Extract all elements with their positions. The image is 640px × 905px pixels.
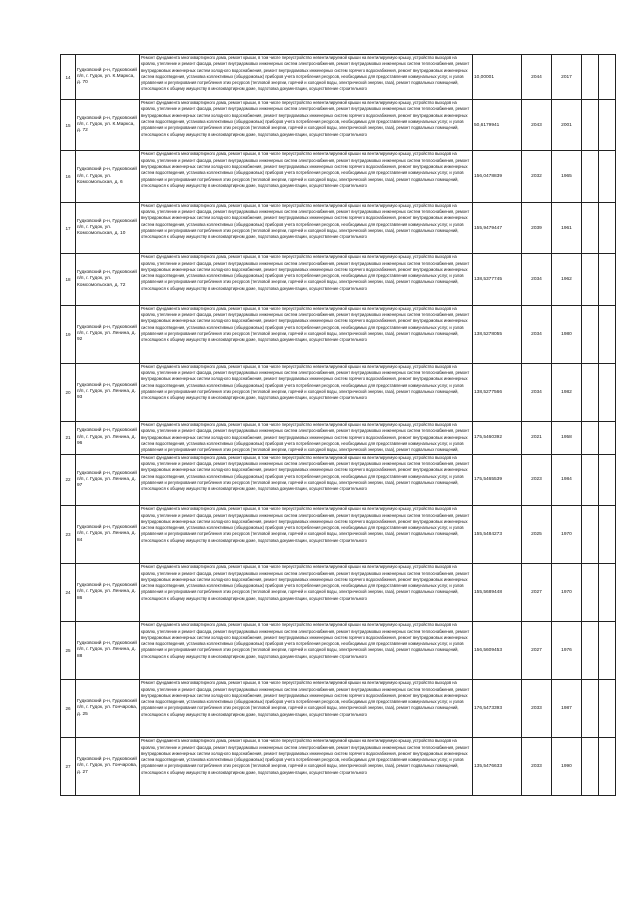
work-description-text: Ремонт фундамента многоквартирного дома, ремонт крыши, в том числе переустройство невентилируемой крыши на вентилируемую крышу, устройство выходов на кровлю, утепление и ремонт фасада, ремонт внутридомовых инженерных систем электроснабжения, ремонт внутридомовых инженерных систем теплоснабжения, ремонт внутридомовых инженерных систем холодного водоснабжения, ремонт внутридомовых инженерных систем горячего водоснабжения, ремонт внутридомовых инженерных систем водоотведения, установка коллективных (общедомовых) приборов учета потребления ресурсов, необходимых для предоставления коммунальных услуг, и узлов управления и регулирования потребления этих ресурсов (тепловой энергии, горячей и холодной воды, электрической энергии, газа), ремонт подвальных помещений, относящихся к общему имуществу в многоквартирном доме, подготовка документации, осуществление строительного bbox=[141, 151, 470, 188]
register-body bbox=[61, 55, 616, 796]
work-description-text: Ремонт фундамента многоквартирного дома, ремонт крыши, в том числе переустройство невентилируемой крыши на вентилируемую крышу, устройство выходов на кровлю, утепление и ремонт фасада, ремонт внутридомовых инженерных систем электроснабжения, ремонт внутридомовых инженерных систем теплоснабжения, ремонт внутридомовых инженерных систем холодного водоснабжения, ремонт внутридомовых инженерных систем горячего водоснабжения, ремонт внутридомовых инженерных систем водоотведения, установка коллективных (общедомовых) приборов учета потребления ресурсов, необходимых для предоставления коммунальных услуг, и узлов управления и регулирования потребления этих ресурсов (тепловой энергии, горячей и холодной воды, электрической энергии, газа), ремонт подвальных помещений, bbox=[141, 421, 470, 453]
empty-cell bbox=[582, 202, 599, 253]
empty-cell bbox=[582, 100, 599, 151]
address-cell: Гудковский р-н, Гудковский п/п, г. Гудок, ул. Ленина, д. 88 bbox=[76, 622, 140, 680]
cost-cell: 135,5476633 bbox=[473, 738, 522, 796]
cost-cell: 155,9479447 bbox=[473, 202, 522, 253]
year-built-cell: 1961 bbox=[552, 202, 582, 253]
empty-cell bbox=[599, 151, 616, 202]
year-built-cell: 1962 bbox=[552, 254, 582, 305]
year-built-cell: 1965 bbox=[552, 151, 582, 202]
table-row bbox=[61, 55, 616, 100]
empty-cell bbox=[599, 738, 616, 796]
cost-cell: 156,5609453 bbox=[473, 622, 522, 680]
year-planned-cell: 2034 bbox=[522, 254, 552, 305]
empty-cell bbox=[582, 363, 599, 421]
year-built-cell: 1990 bbox=[552, 738, 582, 796]
work-description-text: Ремонт фундамента многоквартирного дома, ремонт крыши, в том числе переустройство невентилируемой крыши на вентилируемую крышу, устройство выходов на кровлю, утепление и ремонт фасада, ремонт внутридомовых инженерных систем электроснабжения, ремонт внутридомовых инженерных систем теплоснабжения, ремонт внутридомовых инженерных систем холодного водоснабжения, ремонт внутридомовых инженерных систем горячего водоснабжения, ремонт внутридомовых инженерных систем водоотведения, установка коллективных (общедомовых) приборов учета потребления ресурсов, необходимых для предоставления коммунальных услуг, и узлов управления и регулирования потребления этих ресурсов (тепловой энергии, горячей и холодной воды, электрической энергии, газа), ремонт подвальных помещений, относящихся к общему имуществу в многоквартирном доме, подготовка документации, осуществление строительного bbox=[141, 564, 470, 601]
address-cell: Гудковский р-н, Гудковский п/п, г. Гудок, ул. Ленина, д. 84 bbox=[76, 506, 140, 564]
work-description-cell bbox=[140, 564, 473, 622]
empty-cell bbox=[582, 254, 599, 305]
address-cell: Гудковский р-н, Гудковский п/п, г. Гудок, ул. Ленина, д. 86 bbox=[76, 564, 140, 622]
empty-cell bbox=[599, 421, 616, 454]
year-planned-cell: 2023 bbox=[522, 454, 552, 505]
empty-cell bbox=[582, 564, 599, 622]
year-planned-cell: 2034 bbox=[522, 305, 552, 363]
empty-cell bbox=[582, 454, 599, 505]
empty-cell bbox=[582, 622, 599, 680]
empty-cell bbox=[582, 680, 599, 738]
empty-cell bbox=[599, 363, 616, 421]
row-number-cell: 19 bbox=[61, 305, 76, 363]
year-planned-cell: 2033 bbox=[522, 738, 552, 796]
work-description-text: Ремонт фундамента многоквартирного дома, ремонт крыши, в том числе переустройство невентилируемой крыши на вентилируемую крышу, устройство выходов на кровлю, утепление и ремонт фасада, ремонт внутридомовых инженерных систем электроснабжения, ремонт внутридомовых инженерных систем теплоснабжения, ремонт внутридомовых инженерных систем холодного водоснабжения, ремонт внутридомовых инженерных систем горячего водоснабжения, ремонт внутридомовых инженерных систем водоотведения, установка коллективных (общедомовых) приборов учета потребления ресурсов, необходимых для предоставления коммунальных услуг, и узлов управления и регулирования потребления этих ресурсов (тепловой энергии, горячей и холодной воды, электрической энергии, газа), ремонт подвальных помещений, относящихся к общему имуществу в многоквартирном доме, подготовка документации, осуществление строительного bbox=[141, 202, 470, 240]
year-built-cell: 1976 bbox=[552, 622, 582, 680]
address-cell: Гудковский р-н, Гудковский п/п, г. Гудок, ул. Ленина, д. 93 bbox=[76, 363, 140, 421]
table-row bbox=[61, 254, 616, 305]
address-cell: Гудковский р-н, Гудковский п/п, г. Гудок, ул. Ленина, д. 96 bbox=[76, 421, 140, 454]
year-built-cell: 1980 bbox=[552, 305, 582, 363]
cost-cell: 155,5484273 bbox=[473, 506, 522, 564]
empty-cell bbox=[599, 305, 616, 363]
empty-cell bbox=[599, 564, 616, 622]
row-number-cell: 15 bbox=[61, 100, 76, 151]
table-row bbox=[61, 622, 616, 680]
address-cell: Гудковский р-н, Гудковский п/п, г. Гудок, ул. Гончарова, д. 25 bbox=[76, 680, 140, 738]
row-number-cell: 20 bbox=[61, 363, 76, 421]
year-planned-cell: 2033 bbox=[522, 680, 552, 738]
work-description-cell bbox=[140, 55, 473, 100]
table-row bbox=[61, 202, 616, 253]
work-description-cell bbox=[140, 254, 473, 305]
address-cell: Гудковский р-н, Гудковский п/п, г. Гудок, ул. Гончарова, д. 27 bbox=[76, 738, 140, 796]
empty-cell bbox=[599, 506, 616, 564]
address-cell: Гудковский р-н, Гудковский п/п, г. Гудок, ул. К.Маркса, д. 70 bbox=[76, 55, 140, 100]
work-description-cell bbox=[140, 738, 473, 796]
row-number-cell: 21 bbox=[61, 421, 76, 454]
address-cell: Гудковский р-н, Гудковский п/п, г. Гудок, ул. Ленина, д. 97 bbox=[76, 454, 140, 505]
work-description-text: Ремонт фундамента многоквартирного дома, ремонт крыши, в том числе переустройство невентилируемой крыши на вентилируемую крышу, устройство выходов на кровлю, утепление и ремонт фасада, ремонт внутридомовых инженерных систем электроснабжения, ремонт внутридомовых инженерных систем теплоснабжения, ремонт внутридомовых инженерных систем холодного водоснабжения, ремонт внутридомовых инженерных систем горячего водоснабжения, ремонт внутридомовых инженерных систем водоотведения, установка коллективных (общедомовых) приборов учета потребления ресурсов, необходимых для предоставления коммунальных услуг, и узлов управления и регулирования потребления этих ресурсов (тепловой энергии, горячей и холодной воды, электрической энергии, газа), ремонт подвальных помещений, относящихся к общему имуществу в многоквартирном доме, подготовка документации, осуществление строительного bbox=[141, 55, 470, 92]
empty-cell bbox=[599, 454, 616, 505]
work-description-cell bbox=[140, 622, 473, 680]
work-description-cell bbox=[140, 454, 473, 505]
work-description-text: Ремонт фундамента многоквартирного дома, ремонт крыши, в том числе переустройство невентилируемой крыши на вентилируемую крышу, устройство выходов на кровлю, утепление и ремонт фасада, ремонт внутридомовых инженерных систем электроснабжения, ремонт внутридомовых инженерных систем теплоснабжения, ремонт внутридомовых инженерных систем холодного водоснабжения, ремонт внутридомовых инженерных систем горячего водоснабжения, ремонт внутридомовых инженерных систем водоотведения, установка коллективных (общедомовых) приборов учета потребления ресурсов, необходимых для предоставления коммунальных услуг, и узлов управления и регулирования потребления этих ресурсов (тепловой энергии, горячей и холодной воды, электрической энергии, газа), ремонт подвальных помещений, относящихся к общему имуществу в многоквартирном доме, подготовка документации, осуществление строительного bbox=[141, 738, 470, 775]
address-cell: Гудковский р-н, Гудковский п/п, г. Гудок, ул. Комсомольская, д. 72 bbox=[76, 254, 140, 305]
address-cell: Гудковский р-н, Гудковский п/п, г. Гудок, ул. К.Маркса, д. 72 bbox=[76, 100, 140, 151]
year-planned-cell: 2034 bbox=[522, 363, 552, 421]
empty-cell bbox=[599, 202, 616, 253]
table-row bbox=[61, 680, 616, 738]
empty-cell bbox=[582, 305, 599, 363]
year-built-cell: 1958 bbox=[552, 421, 582, 454]
table-row bbox=[61, 100, 616, 151]
work-description-cell bbox=[140, 363, 473, 421]
empty-cell bbox=[599, 254, 616, 305]
empty-cell bbox=[599, 55, 616, 100]
row-number-cell: 27 bbox=[61, 738, 76, 796]
row-number-cell: 25 bbox=[61, 622, 76, 680]
table-row bbox=[61, 305, 616, 363]
address-cell: Гудковский р-н, Гудковский п/п, г. Гудок, ул. Комсомольская, д. 10 bbox=[76, 202, 140, 253]
cost-cell: 156,0478839 bbox=[473, 151, 522, 202]
empty-cell bbox=[582, 506, 599, 564]
row-number-cell: 26 bbox=[61, 680, 76, 738]
table-row bbox=[61, 363, 616, 421]
address-cell: Гудковский р-н, Гудковский п/п, г. Гудок, ул. Ленина, д. 92 bbox=[76, 305, 140, 363]
year-planned-cell: 2044 bbox=[522, 55, 552, 100]
work-description-text: Ремонт фундамента многоквартирного дома, ремонт крыши, в том числе переустройство невентилируемой крыши на вентилируемую крышу, устройство выходов на кровлю, утепление и ремонт фасада, ремонт внутридомовых инженерных систем электроснабжения, ремонт внутридомовых инженерных систем теплоснабжения, ремонт внутридомовых инженерных систем холодного водоснабжения, ремонт внутридомовых инженерных систем горячего водоснабжения, ремонт внутридомовых инженерных систем водоотведения, установка коллективных (общедомовых) приборов учета потребления ресурсов, необходимых для предоставления коммунальных услуг, и узлов управления и регулирования потребления этих ресурсов (тепловой энергии, горячей и холодной воды, электрической энергии, газа), ремонт подвальных помещений, относящихся к общему имуществу в многоквартирном доме, подготовка документации, осуществление строительного bbox=[141, 680, 470, 717]
work-description-text: Ремонт фундамента многоквартирного дома, ремонт крыши, в том числе переустройство невентилируемой крыши на вентилируемую крышу, устройство выходов на кровлю, утепление и ремонт фасада, ремонт внутридомовых инженерных систем электроснабжения, ремонт внутридомовых инженерных систем теплоснабжения, ремонт внутридомовых инженерных систем холодного водоснабжения, ремонт внутридомовых инженерных систем горячего водоснабжения, ремонт внутридомовых инженерных систем водоотведения, установка коллективных (общедомовых) приборов учета потребления ресурсов, необходимых для предоставления коммунальных услуг, и узлов управления и регулирования потребления этих ресурсов (тепловой энергии, горячей и холодной воды, электрической энергии, газа), ремонт подвальных помещений, относящихся к общему имуществу в многоквартирном доме, подготовка документации, осуществление строительного bbox=[141, 622, 470, 659]
empty-cell bbox=[582, 55, 599, 100]
table-row bbox=[61, 151, 616, 202]
register-table bbox=[60, 54, 616, 796]
cost-cell: 155,5689448 bbox=[473, 564, 522, 622]
table-row bbox=[61, 738, 616, 796]
year-built-cell: 1987 bbox=[552, 680, 582, 738]
row-number-cell: 14 bbox=[61, 55, 76, 100]
cost-cell: 138,5277566 bbox=[473, 363, 522, 421]
work-description-text: Ремонт фундамента многоквартирного дома, ремонт крыши, в том числе переустройство невентилируемой крыши на вентилируемую крышу, устройство выходов на кровлю, утепление и ремонт фасада, ремонт внутридомовых инженерных систем электроснабжения, ремонт внутридомовых инженерных систем теплоснабжения, ремонт внутридомовых инженерных систем холодного водоснабжения, ремонт внутридомовых инженерных систем горячего водоснабжения, ремонт внутридомовых инженерных систем водоотведения, установка коллективных (общедомовых) приборов учета потребления ресурсов, необходимых для предоставления коммунальных услуг, и узлов управления и регулирования потребления этих ресурсов (тепловой энергии, горячей и холодной воды, электрической энергии, газа), ремонт подвальных помещений, относящихся к общему имуществу в многоквартирном доме, подготовка документации, осуществление строительного bbox=[141, 506, 470, 543]
work-description-text: Ремонт фундамента многоквартирного дома, ремонт крыши, в том числе переустройство невентилируемой крыши на вентилируемую крышу, устройство выходов на кровлю, утепление и ремонт фасада, ремонт внутридомовых инженерных систем электроснабжения, ремонт внутридомовых инженерных систем теплоснабжения, ремонт внутридомовых инженерных систем холодного водоснабжения, ремонт внутридомовых инженерных систем горячего водоснабжения, ремонт внутридомовых инженерных систем водоотведения, установка коллективных (общедомовых) приборов учета потребления ресурсов, необходимых для предоставления коммунальных услуг, и узлов управления и регулирования потребления этих ресурсов (тепловой энергии, горячей и холодной воды, электрической энергии, газа), ремонт подвальных помещений, относящихся к общему имуществу в многоквартирном доме, подготовка документации, осуществление строительного bbox=[141, 254, 470, 291]
work-description-cell bbox=[140, 151, 473, 202]
empty-cell bbox=[599, 100, 616, 151]
cost-cell: 138,5377745 bbox=[473, 254, 522, 305]
year-built-cell: 2001 bbox=[552, 100, 582, 151]
year-planned-cell: 2043 bbox=[522, 100, 552, 151]
empty-cell bbox=[582, 738, 599, 796]
work-description-cell bbox=[140, 421, 473, 454]
cost-cell: 50,6179941 bbox=[473, 100, 522, 151]
year-planned-cell: 2027 bbox=[522, 622, 552, 680]
work-description-cell bbox=[140, 506, 473, 564]
work-description-text: Ремонт фундамента многоквартирного дома, ремонт крыши, в том числе переустройство невентилируемой крыши на вентилируемую крышу, устройство выходов на кровлю, утепление и ремонт фасада, ремонт внутридомовых инженерных систем электроснабжения, ремонт внутридомовых инженерных систем теплоснабжения, ремонт внутридомовых инженерных систем холодного водоснабжения, ремонт внутридомовых инженерных систем горячего водоснабжения, ремонт внутридомовых инженерных систем водоотведения, установка коллективных (общедомовых) приборов учета потребления ресурсов, необходимых для предоставления коммунальных услуг, и узлов управления и регулирования потребления этих ресурсов (тепловой энергии, горячей и холодной воды, электрической энергии, газа), ремонт подвальных помещений, относящихся к общему имуществу в многоквартирном доме, подготовка документации, осуществление строительного bbox=[141, 100, 470, 137]
cost-cell: 138,5278055 bbox=[473, 305, 522, 363]
work-description-text: Ремонт фундамента многоквартирного дома, ремонт крыши, в том числе переустройство невентилируемой крыши на вентилируемую крышу, устройство выходов на кровлю, утепление и ремонт фасада, ремонт внутридомовых инженерных систем электроснабжения, ремонт внутридомовых инженерных систем теплоснабжения, ремонт внутридомовых инженерных систем холодного водоснабжения, ремонт внутридомовых инженерных систем горячего водоснабжения, ремонт внутридомовых инженерных систем водоотведения, установка коллективных (общедомовых) приборов учета потребления ресурсов, необходимых для предоставления коммунальных услуг, и узлов управления и регулирования потребления этих ресурсов (тепловой энергии, горячей и холодной воды, электрической энергии, газа), ремонт подвальных помещений, относящихся к общему имуществу в многоквартирном доме, подготовка документации, осуществление строительного bbox=[141, 363, 470, 401]
row-number-cell: 17 bbox=[61, 202, 76, 253]
work-description-cell bbox=[140, 100, 473, 151]
cost-cell: 175,5465539 bbox=[473, 454, 522, 505]
year-built-cell: 1982 bbox=[552, 363, 582, 421]
year-planned-cell: 2021 bbox=[522, 421, 552, 454]
row-number-cell: 16 bbox=[61, 151, 76, 202]
table-row bbox=[61, 421, 616, 454]
cost-cell: 175,5460392 bbox=[473, 421, 522, 454]
empty-cell bbox=[599, 680, 616, 738]
row-number-cell: 22 bbox=[61, 454, 76, 505]
table-row bbox=[61, 564, 616, 622]
row-number-cell: 24 bbox=[61, 564, 76, 622]
work-description-text: Ремонт фундамента многоквартирного дома, ремонт крыши, в том числе переустройство невентилируемой крыши на вентилируемую крышу, устройство выходов на кровлю, утепление и ремонт фасада, ремонт внутридомовых инженерных систем электроснабжения, ремонт внутридомовых инженерных систем теплоснабжения, ремонт внутридомовых инженерных систем холодного водоснабжения, ремонт внутридомовых инженерных систем горячего водоснабжения, ремонт внутридомовых инженерных систем водоотведения, установка коллективных (общедомовых) приборов учета потребления ресурсов, необходимых для предоставления коммунальных услуг, и узлов управления и регулирования потребления этих ресурсов (тепловой энергии, горячей и холодной воды, электрической энергии, газа), ремонт подвальных помещений, относящихся к общему имуществу в многоквартирном доме, подготовка документации, осуществление строительного bbox=[141, 454, 470, 492]
cost-cell: 10,00001 bbox=[473, 55, 522, 100]
table-row bbox=[61, 506, 616, 564]
row-number-cell: 23 bbox=[61, 506, 76, 564]
year-planned-cell: 2025 bbox=[522, 506, 552, 564]
empty-cell bbox=[582, 151, 599, 202]
cost-cell: 176,5473393 bbox=[473, 680, 522, 738]
work-description-cell bbox=[140, 305, 473, 363]
empty-cell bbox=[582, 421, 599, 454]
work-description-cell bbox=[140, 202, 473, 253]
address-cell: Гудковский р-н, Гудковский п/п, г. Гудок, ул. Комсомольская, д. 6 bbox=[76, 151, 140, 202]
year-built-cell: 2017 bbox=[552, 55, 582, 100]
row-number-cell: 18 bbox=[61, 254, 76, 305]
year-planned-cell: 2027 bbox=[522, 564, 552, 622]
year-planned-cell: 2039 bbox=[522, 202, 552, 253]
work-description-text: Ремонт фундамента многоквартирного дома, ремонт крыши, в том числе переустройство невентилируемой крыши на вентилируемую крышу, устройство выходов на кровлю, утепление и ремонт фасада, ремонт внутридомовых инженерных систем электроснабжения, ремонт внутридомовых инженерных систем теплоснабжения, ремонт внутридомовых инженерных систем холодного водоснабжения, ремонт внутридомовых инженерных систем горячего водоснабжения, ремонт внутридомовых инженерных систем водоотведения, установка коллективных (общедомовых) приборов учета потребления ресурсов, необходимых для предоставления коммунальных услуг, и узлов управления и регулирования потребления этих ресурсов (тепловой энергии, горячей и холодной воды, электрической энергии, газа), ремонт подвальных помещений, относящихся к общему имуществу в многоквартирном доме, подготовка документации, осуществление строительного bbox=[141, 305, 470, 343]
empty-cell bbox=[599, 622, 616, 680]
year-built-cell: 1984 bbox=[552, 454, 582, 505]
year-built-cell: 1970 bbox=[552, 506, 582, 564]
year-planned-cell: 2032 bbox=[522, 151, 552, 202]
table-row bbox=[61, 454, 616, 505]
work-description-cell bbox=[140, 680, 473, 738]
year-built-cell: 1970 bbox=[552, 564, 582, 622]
